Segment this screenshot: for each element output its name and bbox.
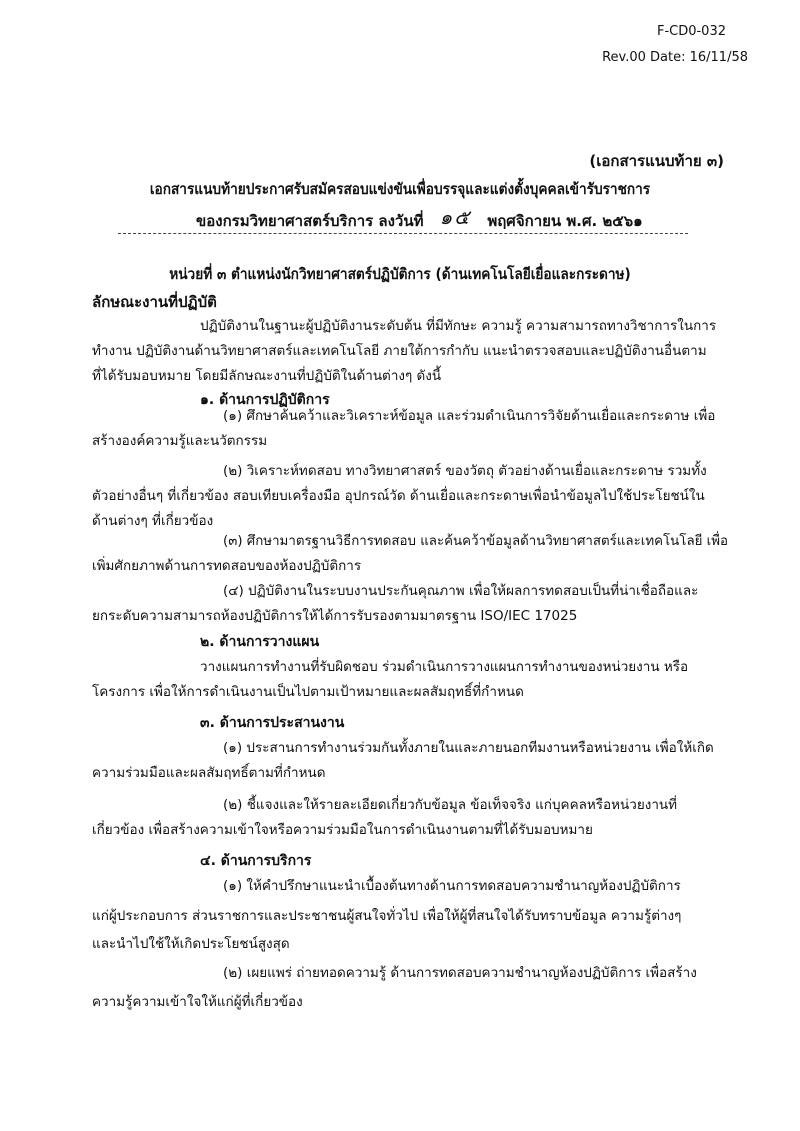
paragraph-line: วางแผนการทำงานที่รับผิดชอบ ร่วมดำเนินการวางแผนการทำงานของหน่วยงาน หรือ bbox=[200, 659, 689, 675]
section-heading-planning: ๒. ด้านการวางแผน bbox=[200, 634, 320, 650]
list-item-line: แก่ผู้ประกอบการ ส่วนราชการและประชาชนผู้สนใจทั่วไป เพื่อให้ผู้ที่สนใจได้รับทราบข้อมูล ความรู้ต่างๆ bbox=[92, 908, 682, 924]
list-item-line: ยกระดับความสามารถห้องปฏิบัติการให้ได้การรับรองตามมาตรฐาน ISO/IEC 17025 bbox=[92, 608, 578, 624]
announcement-title: เอกสารแนบท้ายประกาศรับสมัครสอบแข่งขันเพื่อบรรจุและแต่งตั้งบุคคลเข้ารับราชการ bbox=[149, 180, 651, 198]
list-item-line: (๒) วิเคราะห์ทดสอบ ทางวิทยาศาสตร์ ของวัตถุ ตัวอย่างด้านเยื่อและกระดาษ รวมทั้ง bbox=[223, 463, 707, 479]
section-heading-service: ๔. ด้านการบริการ bbox=[200, 853, 312, 869]
handwritten-day: ๑๕ bbox=[439, 205, 472, 229]
list-item-line: (๒) ชี้แจงและให้รายละเอียดเกี่ยวกับข้อมูล ข้อเท็จจริง แก่บุคคลหรือหน่วยงานที่ bbox=[223, 797, 678, 813]
list-item-line: ด้านต่างๆ ที่เกี่ยวข้อง bbox=[92, 513, 214, 529]
list-item-line: (๔) ปฏิบัติงานในระบบงานประกันคุณภาพ เพื่อให้ผลการทดสอบเป็นที่น่าเชื่อถือและ bbox=[223, 583, 699, 599]
list-item-line: (๑) ให้คำปรึกษาแนะนำเบื้องต้นทางด้านการทดสอบความชำนาญห้องปฏิบัติการ bbox=[223, 878, 681, 894]
annex-label: (เอกสารแนบท้าย ๓) bbox=[589, 152, 724, 170]
intro-line: ปฏิบัติงานในฐานะผู้ปฏิบัติงานระดับต้น ที่มีทักษะ ความรู้ ความสามารถทางวิชาการในการ bbox=[200, 318, 717, 334]
list-item-line: (๑) ประสานการทำงานร่วมกันทั้งภายในและภายนอกทีมงานหรือหน่วยงาน เพื่อให้เกิด bbox=[223, 740, 714, 756]
list-item-line: (๓) ศึกษามาตรฐานวิธีการทดสอบ และค้นคว้าข้อมูลด้านวิทยาศาสตร์และเทคโนโลยี เพื่อ bbox=[223, 533, 729, 549]
list-item-line: เกี่ยวข้อง เพื่อสร้างความเข้าใจหรือความร่วมมือในการดำเนินงานตามที่ได้รับมอบหมาย bbox=[92, 822, 593, 838]
subtitle-prefix: ของกรมวิทยาศาสตร์บริการ ลงวันที่ bbox=[196, 212, 424, 230]
list-item-line: ความรู้ความเข้าใจให้แก่ผู้ที่เกี่ยวข้อง bbox=[92, 994, 303, 1010]
section-heading-operations: ๑. ด้านการปฏิบัติการ bbox=[200, 392, 330, 408]
list-item-line: ตัวอย่างอื่นๆ ที่เกี่ยวข้อง สอบเทียบเครื่องมือ อุปกรณ์วัด ด้านเยื่อและกระดาษเพื่อนำข้อมูลไปใช้ประโยชน์ใน bbox=[92, 488, 705, 504]
unit-heading: หน่วยที่ ๓ ตำแหน่งนักวิทยาศาสตร์ปฏิบัติการ (ด้านเทคโนโลยีเยื่อและกระดาษ) bbox=[169, 265, 631, 283]
list-item-line: ความร่วมมือและผลสัมฤทธิ์ตามที่กำหนด bbox=[92, 765, 326, 781]
announcement-subtitle bbox=[196, 203, 643, 235]
document-code: F-CD0-032 bbox=[656, 24, 726, 39]
list-item-line: เพิ่มศักยภาพด้านการทดสอบของห้องปฏิบัติการ bbox=[92, 558, 362, 574]
list-item-line: สร้างองค์ความรู้และนวัตกรรม bbox=[92, 433, 268, 449]
revision-date: Rev.00 Date: 16/11/58 bbox=[602, 50, 748, 65]
intro-line: ที่ได้รับมอบหมาย โดยมีลักษณะงานที่ปฏิบัติในด้านต่างๆ ดังนี้ bbox=[92, 368, 442, 384]
intro-line: ทำงาน ปฏิบัติงานด้านวิทยาศาสตร์และเทคโนโลยี ภายใต้การกำกับ แนะนำตรวจสอบและปฏิบัติงานอื่นตาม bbox=[92, 343, 707, 359]
dashed-divider bbox=[118, 233, 688, 234]
section-title: ลักษณะงานที่ปฏิบัติ bbox=[92, 293, 217, 311]
paragraph-line: โครงการ เพื่อให้การดำเนินงานเป็นไปตามเป้าหมายและผลสัมฤทธิ์ที่กำหนด bbox=[92, 684, 524, 700]
list-item-line: และนำไปใช้ให้เกิดประโยชน์สูงสุด bbox=[92, 936, 290, 952]
section-heading-coordination: ๓. ด้านการประสานงาน bbox=[200, 715, 345, 731]
subtitle-suffix: พฤศจิกายน พ.ศ. ๒๕๖๑ bbox=[487, 212, 643, 230]
list-item-line: (๑) ศึกษาค้นคว้าและวิเคราะห์ข้อมูล และร่วมดำเนินการวิจัยด้านเยื่อและกระดาษ เพื่อ bbox=[223, 408, 716, 424]
list-item-line: (๒) เผยแพร่ ถ่ายทอดความรู้ ด้านการทดสอบความชำนาญห้องปฏิบัติการ เพื่อสร้าง bbox=[223, 965, 697, 981]
